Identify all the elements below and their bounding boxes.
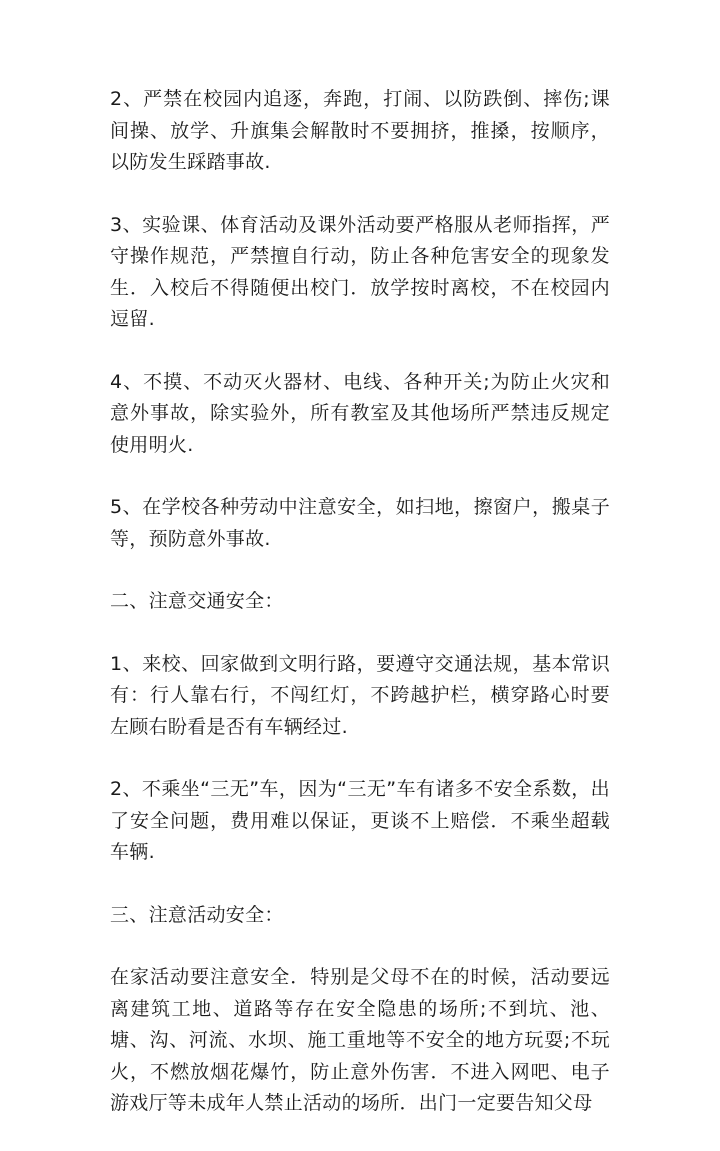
section-heading-activity: 三、注意活动安全： — [110, 903, 284, 926]
document-page — [110, 84, 610, 1151]
section-heading-traffic: 二、注意交通安全： — [110, 590, 284, 612]
paragraph-traffic-1: 1、来校、回家做到文明行路，要遵守交通法规，基本常识有：行人靠右行，不闯红灯，不跨越护栏，横穿路心时要左顾右盼看是否有车辆经过. — [110, 652, 610, 738]
paragraph-rule-4-fire: 4、不摸、不动灭火器材、电线、各种开关;为防止火灾和意外事故，除实验外，所有教室及其他场所严禁违反规定使用明火. — [110, 370, 610, 456]
paragraph-traffic-2: 2、不乘坐“三无”车，因为“三无”车有诸多不安全系数，出了安全问题，费用难以保证，更谈不上赔偿．不乘坐超载车辆. — [110, 778, 610, 863]
paragraph-rule-2-campus: 2、严禁在校园内追逐，奔跑，打闹、以防跌倒、摔伤;课间操、放学、升旗集会解散时不要拥挤，推搡，按顺序，以防发生踩踏事故. — [110, 88, 610, 173]
paragraph-rule-3-activities: 3、实验课、体育活动及课外活动要严格服从老师指挥，严守操作规范，严禁擅自行动，防止各种危害安全的现象发生．入校后不得随便出校门．放学按时离校，不在校园内逗留. — [110, 213, 610, 330]
paragraph-activity-home: 在家活动要注意安全．特别是父母不在的时候，活动要远离建筑工地、道路等存在安全隐患的场所;不到坑、池、塘、沟、河流、水坝、施工重地等不安全的地方玩耍;不玩火，不燃放烟花爆竹，防止意外伤害．不进入网吧、电子游戏厅等未成年人禁止活动的场所．出门一定要告知父母 — [110, 966, 610, 1114]
paragraph-rule-5-labor: 5、在学校各种劳动中注意安全，如扫地，擦窗户，搬桌子等，预防意外事故. — [110, 496, 610, 550]
